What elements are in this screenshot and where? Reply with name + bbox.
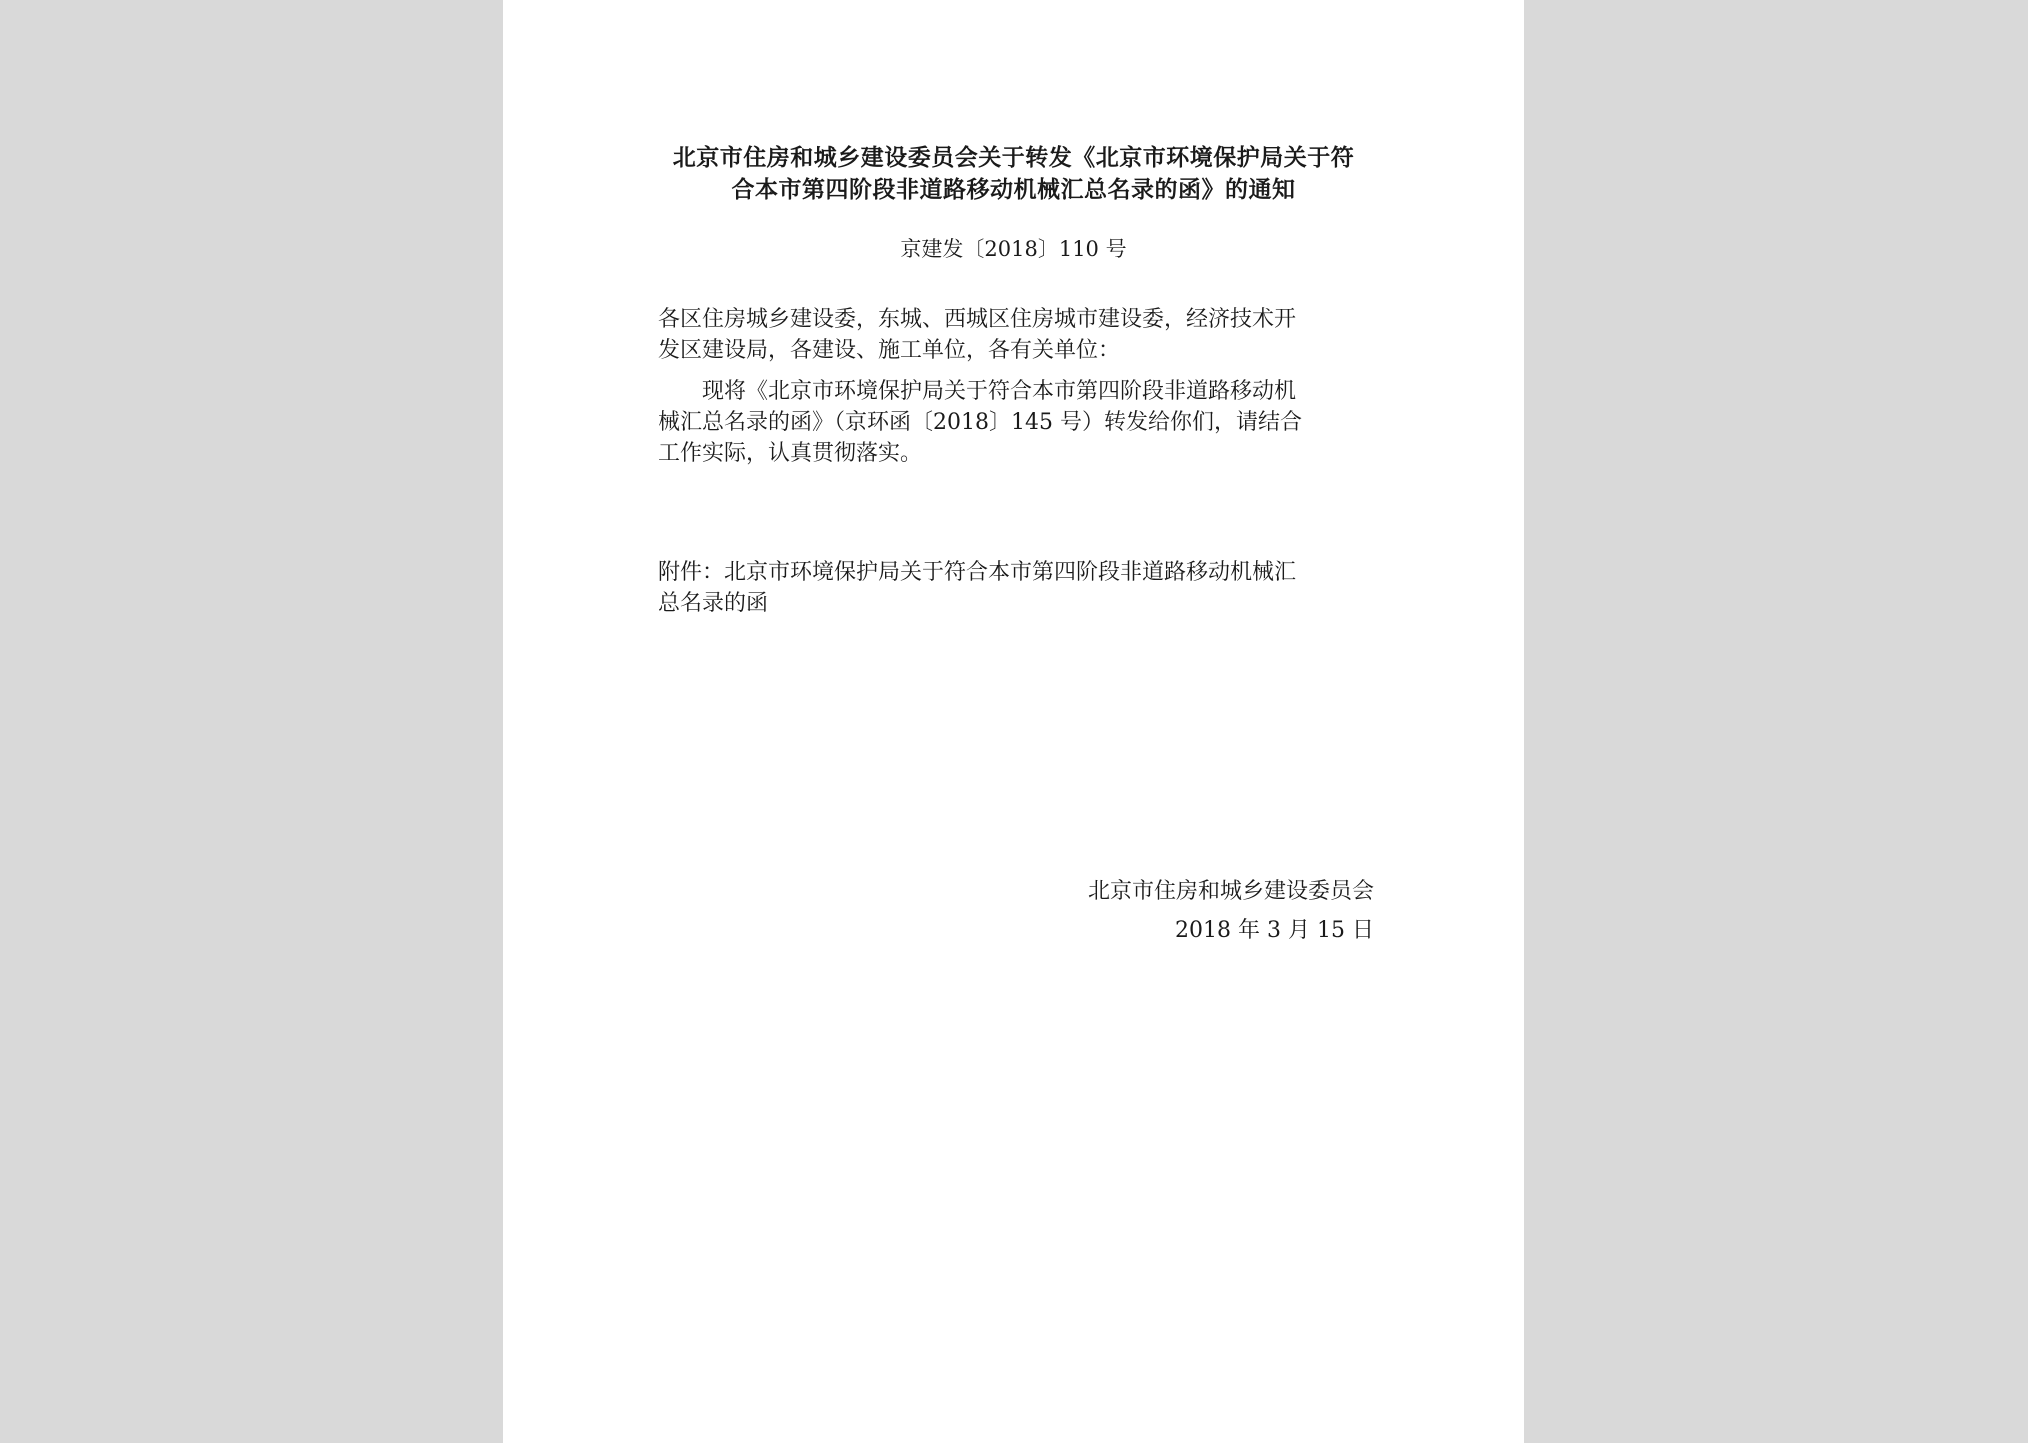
addressee-line-2: 发区建设局，各建设、施工单位，各有关单位： [658, 338, 1121, 363]
document-number: 京建发〔2018〕110 号 [900, 237, 1127, 261]
signature-date: 2018 年 3 月 15 日 [1175, 918, 1374, 943]
attachment-line-2: 总名录的函 [658, 591, 769, 616]
document-page [503, 0, 1524, 1443]
title-line-2: 合本市第四阶段非道路移动机械汇总名录的函》的通知 [731, 177, 1296, 203]
body-line-2: 械汇总名录的函》（京环函〔2018〕145 号）转发给你们，请结合 [658, 410, 1302, 435]
document-title [653, 142, 1374, 206]
body-line-3: 工作实际，认真贯彻落实。 [658, 441, 923, 466]
addressee-block [658, 304, 1378, 366]
addressee-line-1: 各区住房城乡建设委，东城、西城区住房城市建设委，经济技术开 [658, 307, 1297, 332]
attachment-block [658, 557, 1378, 619]
title-line-1: 北京市住房和城乡建设委员会关于转发《北京市环境保护局关于符 [672, 145, 1355, 171]
signature-organization: 北京市住房和城乡建设委员会 [1087, 879, 1374, 904]
attachment-line-1: 附件：北京市环境保护局关于符合本市第四阶段非道路移动机械汇 [658, 560, 1297, 585]
body-line-1: 现将《北京市环境保护局关于符合本市第四阶段非道路移动机 [702, 379, 1297, 404]
body-paragraph [658, 376, 1378, 469]
